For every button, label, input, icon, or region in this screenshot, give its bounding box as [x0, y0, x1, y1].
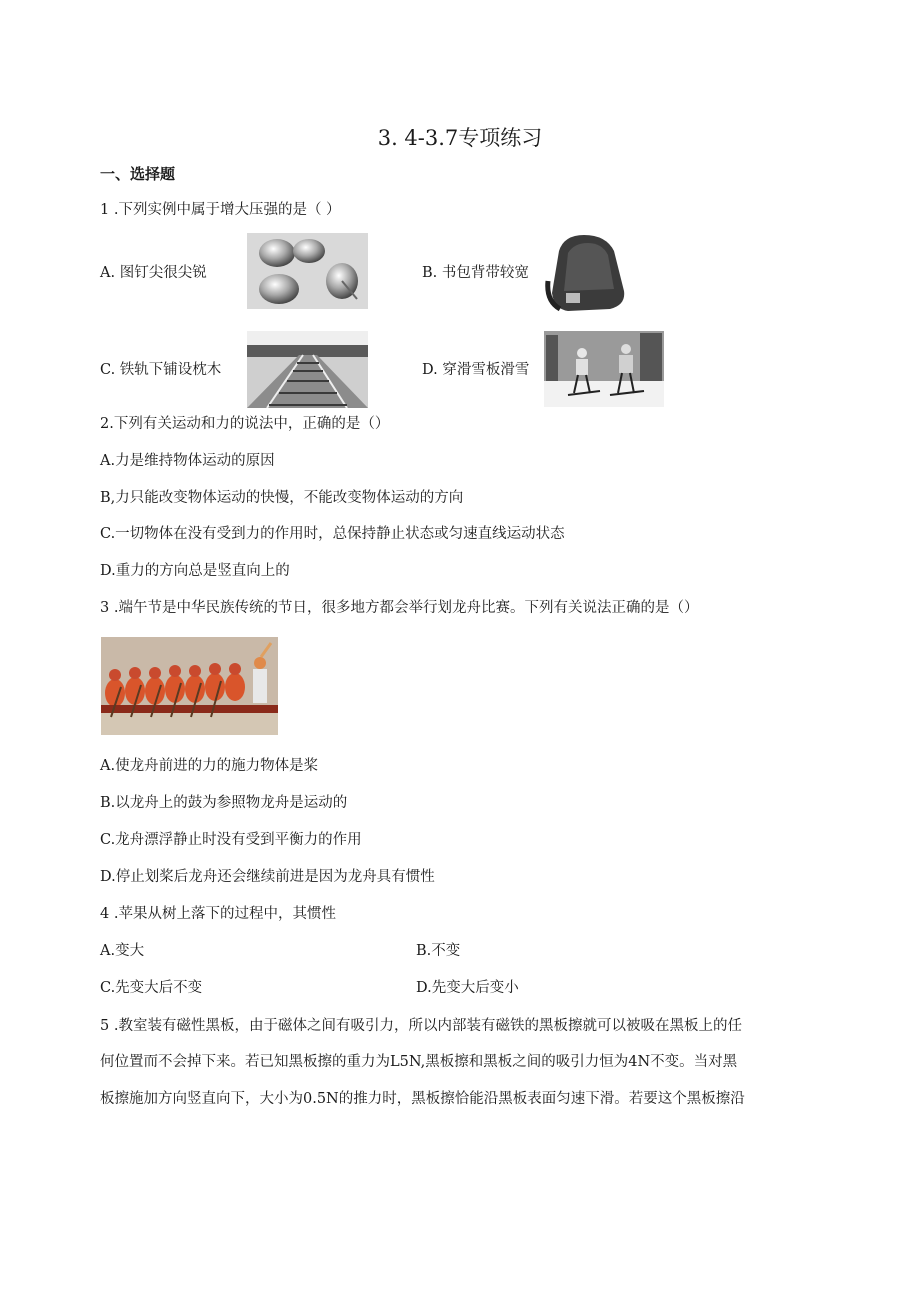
q3-option-a: A.使龙舟前进的力的施力物体是桨: [100, 758, 319, 774]
dragon-boat-image: [101, 637, 278, 735]
q4-option-c: C.先变大后不变: [100, 980, 203, 996]
q1-option-b: B. 书包背带较宽: [422, 265, 529, 281]
q4-stem: 4 .苹果从树上落下的过程中，其惯性: [100, 906, 336, 922]
q5-line-3: 板擦施加方向竖直向下，大小为0.5N的推力时，黑板擦恰能沿黑板表面匀速下滑。若要这个黑板擦沿: [100, 1091, 745, 1107]
q3-option-c: C.龙舟漂浮静止时没有受到平衡力的作用: [100, 832, 362, 848]
q4-option-a: A.变大: [100, 943, 145, 959]
skiing-image: [544, 331, 664, 407]
q5-line-1: 5 .教室装有磁性黑板，由于磁体之间有吸引力，所以内部装有磁铁的黑板擦就可以被吸在黑板上的任: [100, 1018, 742, 1034]
q2-option-d: D.重力的方向总是竖直向上的: [100, 563, 290, 579]
q3-stem: 3 .端午节是中华民族传统的节日，很多地方都会举行划龙舟比赛。下列有关说法正确的是（）: [100, 600, 699, 616]
q1-stem: 1 .下列实例中属于增大压强的是（ ）: [100, 202, 341, 218]
section-heading: 一、选择题: [100, 165, 176, 183]
q2-stem: 2.下列有关运动和力的说法中，正确的是（）: [100, 416, 390, 432]
q4-option-d: D.先变大后变小: [416, 980, 519, 996]
railway-image: [247, 331, 368, 408]
q2-option-b: B,力只能改变物体运动的快慢，不能改变物体运动的方向: [100, 490, 464, 506]
q2-option-a: A.力是维持物体运动的原因: [100, 453, 275, 469]
backpack-image: [544, 231, 629, 315]
thumbtack-image: [247, 233, 368, 309]
q4-option-b: B.不变: [416, 943, 461, 959]
q3-option-d: D.停止划桨后龙舟还会继续前进是因为龙舟具有惯性: [100, 869, 435, 885]
q1-option-a: A. 图钉尖很尖锐: [100, 265, 207, 281]
q1-option-c: C. 铁轨下铺设枕木: [100, 362, 222, 378]
q3-option-b: B.以龙舟上的鼓为参照物龙舟是运动的: [100, 795, 348, 811]
page-title: 3. 4-3.7专项练习: [377, 126, 543, 150]
q1-option-d: D. 穿滑雪板滑雪: [422, 362, 530, 378]
q5-line-2: 何位置而不会掉下来。若已知黑板擦的重力为L5N,黑板擦和黑板之间的吸引力恒为4N不变。当对黑: [100, 1054, 738, 1070]
q2-option-c: C.一切物体在没有受到力的作用时，总保持静止状态或匀速直线运动状态: [100, 526, 565, 542]
